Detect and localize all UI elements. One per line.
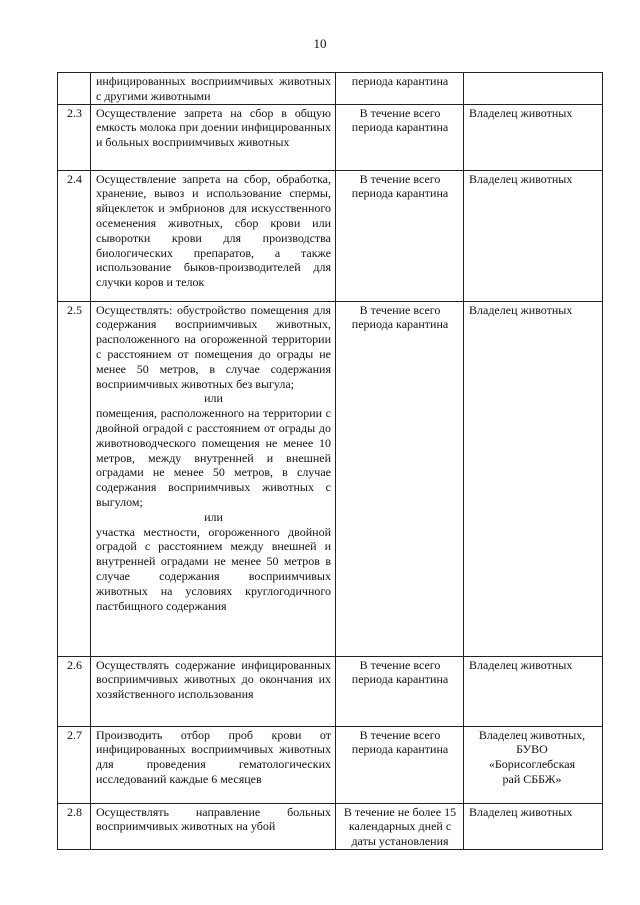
row-number: 2.8 — [58, 803, 91, 849]
measure-paragraph: Осуществлять: обустройство помещения для содержания восприимчивых животных, расположенного на огороженной территории с расстоянием от помещения до ограды не менее 50 метров, в случае содержания восприимчивых животных без выгула; — [96, 302, 331, 391]
row-number — [58, 73, 91, 105]
responsible-text: Владелец животных — [464, 301, 603, 656]
table-row — [58, 656, 603, 726]
table-row — [58, 73, 603, 105]
measure-paragraph: участка местности, огороженного двойной оградой с расстоянием между внешней и внутренней оградами не менее 50 метров в случае содержания восприимчивых животных на условиях круглогодичного пастбищного содержания — [96, 524, 331, 613]
or-separator: или — [204, 509, 223, 524]
term-text: периода карантина — [336, 73, 464, 105]
row-number: 2.6 — [58, 656, 91, 726]
measure-text: Осуществлять содержание инфицированных восприимчивых животных до окончания их хозяйственного использования — [91, 656, 336, 726]
table-row — [58, 803, 603, 849]
measure-text: Осуществлять направление больных восприимчивых животных на убой — [91, 803, 336, 849]
responsible-line: рай СББЖ» — [502, 771, 562, 786]
responsible-text — [464, 726, 603, 803]
responsible-text: Владелец животных — [464, 170, 603, 301]
responsible-text: Владелец животных — [464, 803, 603, 849]
responsible-text: Владелец животных — [464, 104, 603, 170]
quarantine-measures-table — [57, 72, 603, 850]
table-row — [58, 104, 603, 170]
table-row — [58, 301, 603, 656]
row-number: 2.7 — [58, 726, 91, 803]
responsible-text: Владелец животных — [464, 656, 603, 726]
responsible-text — [464, 73, 603, 105]
page-number: 10 — [313, 36, 327, 51]
term-text: В течение всего периода карантина — [336, 104, 464, 170]
measure-text: инфицированных восприимчивых животных с другими животными — [91, 73, 336, 105]
measure-text — [91, 301, 336, 656]
or-separator: или — [204, 391, 223, 406]
term-text: В течение не более 15 календарных дней с даты установления — [336, 803, 464, 849]
responsible-line: «Борисоглебская — [488, 757, 576, 772]
measure-paragraph: помещения, расположенного на территории с двойной оградой с расстоянием от ограды до животноводческого помещения не менее 10 метров, между внутренней и внешней оградами не менее 50 метров, в случае содержания восприимчивых животных с выгулом; — [96, 406, 331, 509]
table-row — [58, 170, 603, 301]
measure-text: Осуществление запрета на сбор, обработка, хранение, вывоз и использование спермы, яйцеклеток и эмбрионов для искусственного осеменения животных, сбор крови или сыворотки крови для производства биологических препаратов, а также использование быков-производителей для случки коров и телок — [91, 170, 336, 301]
term-text: В течение всего периода карантина — [336, 301, 464, 656]
row-number: 2.4 — [58, 170, 91, 301]
row-number: 2.5 — [58, 301, 91, 656]
table-row — [58, 726, 603, 803]
measure-text: Осуществление запрета на сбор в общую емкость молока при доении инфицированных и больных восприимчивых животных — [91, 104, 336, 170]
responsible-line: БУВО — [516, 742, 548, 757]
measure-text: Производить отбор проб крови от инфицированных восприимчивых животных для проведения гематологических исследований каждые 6 месяцев — [91, 726, 336, 803]
term-text: В течение всего периода карантина — [336, 656, 464, 726]
term-text: В течение всего периода карантина — [336, 726, 464, 803]
row-number: 2.3 — [58, 104, 91, 170]
term-text: В течение всего периода карантина — [336, 170, 464, 301]
responsible-line: Владелец животных, — [478, 727, 586, 742]
